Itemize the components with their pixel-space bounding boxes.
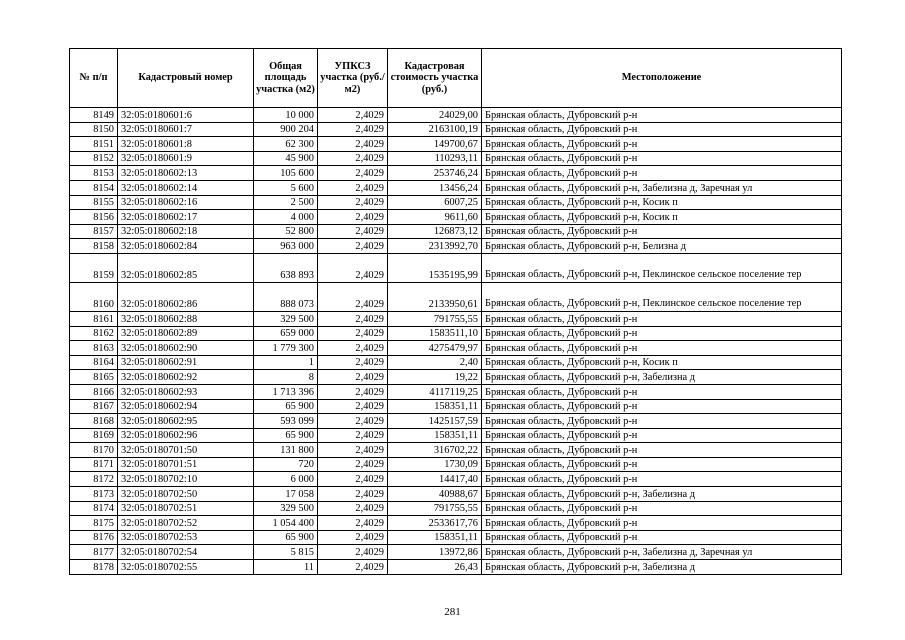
location: Брянская область, Дубровский р-н — [482, 311, 842, 326]
area-value: 5 815 — [254, 545, 318, 560]
row-number: 8171 — [70, 457, 118, 472]
cadastral-value: 1535195,99 — [388, 253, 482, 282]
location: Брянская область, Дубровский р-н — [482, 501, 842, 516]
upksz-value: 2,4029 — [318, 108, 388, 123]
header-upksz: УПКСЗ участка (руб./м2) — [318, 49, 388, 108]
cadastral-number: 32:05:0180601:8 — [118, 137, 254, 152]
cadastral-number: 32:05:0180602:94 — [118, 399, 254, 414]
row-number: 8175 — [70, 516, 118, 531]
cadastral-value: 13972,86 — [388, 545, 482, 560]
table-row — [70, 560, 842, 575]
area-value: 329 500 — [254, 311, 318, 326]
upksz-value: 2,4029 — [318, 326, 388, 341]
row-number: 8150 — [70, 122, 118, 137]
row-number: 8178 — [70, 560, 118, 575]
row-number: 8155 — [70, 195, 118, 210]
table-body — [70, 108, 842, 575]
cadastral-number: 32:05:0180601:9 — [118, 151, 254, 166]
cadastral-number: 32:05:0180602:88 — [118, 311, 254, 326]
row-number: 8160 — [70, 282, 118, 311]
location: Брянская область, Дубровский р-н, Косик п — [482, 195, 842, 210]
cadastral-number: 32:05:0180602:89 — [118, 326, 254, 341]
table-row — [70, 457, 842, 472]
location: Брянская область, Дубровский р-н — [482, 399, 842, 414]
upksz-value: 2,4029 — [318, 414, 388, 429]
cadastral-number: 32:05:0180702:50 — [118, 487, 254, 502]
upksz-value: 2,4029 — [318, 180, 388, 195]
table-row — [70, 239, 842, 254]
row-number: 8165 — [70, 370, 118, 385]
area-value: 105 600 — [254, 166, 318, 181]
location: Брянская область, Дубровский р-н — [482, 166, 842, 181]
upksz-value: 2,4029 — [318, 210, 388, 225]
area-value: 8 — [254, 370, 318, 385]
table-row — [70, 516, 842, 531]
cadastral-number: 32:05:0180601:6 — [118, 108, 254, 123]
area-value: 5 600 — [254, 180, 318, 195]
location: Брянская область, Дубровский р-н — [482, 326, 842, 341]
cadastral-number: 32:05:0180602:16 — [118, 195, 254, 210]
cadastral-value: 2163100,19 — [388, 122, 482, 137]
header-cadastral: Кадастровый номер — [118, 49, 254, 108]
header-value: Кадастровая стоимость участка (руб.) — [388, 49, 482, 108]
upksz-value: 2,4029 — [318, 428, 388, 443]
area-value: 720 — [254, 457, 318, 472]
table-row — [70, 166, 842, 181]
area-value: 659 000 — [254, 326, 318, 341]
upksz-value: 2,4029 — [318, 355, 388, 370]
cadastral-number: 32:05:0180702:51 — [118, 501, 254, 516]
cadastral-value: 9611,60 — [388, 210, 482, 225]
area-value: 638 893 — [254, 253, 318, 282]
upksz-value: 2,4029 — [318, 253, 388, 282]
area-value: 65 900 — [254, 428, 318, 443]
row-number: 8170 — [70, 443, 118, 458]
cadastral-number: 32:05:0180602:84 — [118, 239, 254, 254]
row-number: 8172 — [70, 472, 118, 487]
table-row — [70, 180, 842, 195]
cadastral-number: 32:05:0180602:90 — [118, 341, 254, 356]
cadastral-value: 26,43 — [388, 560, 482, 575]
table-row — [70, 311, 842, 326]
cadastral-number: 32:05:0180702:10 — [118, 472, 254, 487]
area-value: 1 779 300 — [254, 341, 318, 356]
cadastral-number: 32:05:0180602:18 — [118, 224, 254, 239]
row-number: 8157 — [70, 224, 118, 239]
area-value: 1 054 400 — [254, 516, 318, 531]
cadastral-number: 32:05:0180602:96 — [118, 428, 254, 443]
area-value: 900 204 — [254, 122, 318, 137]
cadastral-number: 32:05:0180702:52 — [118, 516, 254, 531]
table-row — [70, 545, 842, 560]
row-number: 8169 — [70, 428, 118, 443]
area-value: 888 073 — [254, 282, 318, 311]
cadastral-value: 791755,55 — [388, 311, 482, 326]
location: Брянская область, Дубровский р-н — [482, 516, 842, 531]
row-number: 8164 — [70, 355, 118, 370]
cadastral-value: 149700,67 — [388, 137, 482, 152]
location: Брянская область, Дубровский р-н — [482, 224, 842, 239]
row-number: 8151 — [70, 137, 118, 152]
area-value: 4 000 — [254, 210, 318, 225]
location: Брянская область, Дубровский р-н — [482, 151, 842, 166]
cadastral-value: 19,22 — [388, 370, 482, 385]
cadastral-value: 24029,00 — [388, 108, 482, 123]
row-number: 8163 — [70, 341, 118, 356]
cadastral-value: 2,40 — [388, 355, 482, 370]
upksz-value: 2,4029 — [318, 151, 388, 166]
cadastral-value: 158351,11 — [388, 530, 482, 545]
row-number: 8152 — [70, 151, 118, 166]
upksz-value: 2,4029 — [318, 195, 388, 210]
upksz-value: 2,4029 — [318, 282, 388, 311]
location: Брянская область, Дубровский р-н — [482, 457, 842, 472]
row-number: 8176 — [70, 530, 118, 545]
cadastral-number: 32:05:0180602:13 — [118, 166, 254, 181]
location: Брянская область, Дубровский р-н — [482, 530, 842, 545]
cadastral-table — [69, 48, 842, 575]
row-number: 8162 — [70, 326, 118, 341]
header-num: № п/п — [70, 49, 118, 108]
cadastral-value: 791755,55 — [388, 501, 482, 516]
row-number: 8153 — [70, 166, 118, 181]
table-row — [70, 501, 842, 516]
table-row — [70, 370, 842, 385]
cadastral-value: 14417,40 — [388, 472, 482, 487]
row-number: 8158 — [70, 239, 118, 254]
area-value: 329 500 — [254, 501, 318, 516]
location: Брянская область, Дубровский р-н — [482, 443, 842, 458]
cadastral-number: 32:05:0180702:55 — [118, 560, 254, 575]
table-row — [70, 399, 842, 414]
cadastral-number: 32:05:0180602:14 — [118, 180, 254, 195]
cadastral-number: 32:05:0180602:95 — [118, 414, 254, 429]
cadastral-number: 32:05:0180702:54 — [118, 545, 254, 560]
cadastral-number: 32:05:0180602:17 — [118, 210, 254, 225]
table-row — [70, 341, 842, 356]
table-row — [70, 355, 842, 370]
upksz-value: 2,4029 — [318, 501, 388, 516]
cadastral-number: 32:05:0180602:91 — [118, 355, 254, 370]
table-row — [70, 530, 842, 545]
upksz-value: 2,4029 — [318, 472, 388, 487]
table-row — [70, 253, 842, 282]
cadastral-value: 1425157,59 — [388, 414, 482, 429]
area-value: 65 900 — [254, 399, 318, 414]
upksz-value: 2,4029 — [318, 166, 388, 181]
area-value: 1 713 396 — [254, 384, 318, 399]
cadastral-value: 126873,12 — [388, 224, 482, 239]
location: Брянская область, Дубровский р-н, Забелизна д — [482, 560, 842, 575]
table-row — [70, 195, 842, 210]
location: Брянская область, Дубровский р-н, Косик п — [482, 210, 842, 225]
cadastral-number: 32:05:0180602:92 — [118, 370, 254, 385]
location: Брянская область, Дубровский р-н, Косик п — [482, 355, 842, 370]
location: Брянская область, Дубровский р-н, Белизна д — [482, 239, 842, 254]
cadastral-value: 1730,09 — [388, 457, 482, 472]
cadastral-value: 253746,24 — [388, 166, 482, 181]
cadastral-value: 4117119,25 — [388, 384, 482, 399]
area-value: 65 900 — [254, 530, 318, 545]
cadastral-number: 32:05:0180701:50 — [118, 443, 254, 458]
table-row — [70, 282, 842, 311]
upksz-value: 2,4029 — [318, 516, 388, 531]
upksz-value: 2,4029 — [318, 239, 388, 254]
table-row — [70, 151, 842, 166]
cadastral-number: 32:05:0180602:85 — [118, 253, 254, 282]
row-number: 8166 — [70, 384, 118, 399]
table-row — [70, 384, 842, 399]
upksz-value: 2,4029 — [318, 122, 388, 137]
upksz-value: 2,4029 — [318, 530, 388, 545]
cadastral-value: 110293,11 — [388, 151, 482, 166]
table-row — [70, 428, 842, 443]
location: Брянская область, Дубровский р-н — [482, 122, 842, 137]
upksz-value: 2,4029 — [318, 457, 388, 472]
row-number: 8168 — [70, 414, 118, 429]
header-area: Общая площадь участка (м2) — [254, 49, 318, 108]
location: Брянская область, Дубровский р-н, Пеклинское сельское поселение тер — [482, 253, 842, 282]
cadastral-value: 158351,11 — [388, 428, 482, 443]
table-row — [70, 122, 842, 137]
area-value: 593 099 — [254, 414, 318, 429]
row-number: 8161 — [70, 311, 118, 326]
cadastral-value: 40988,67 — [388, 487, 482, 502]
location: Брянская область, Дубровский р-н, Пеклинское сельское поселение тер — [482, 282, 842, 311]
table-row — [70, 443, 842, 458]
cadastral-value: 6007,25 — [388, 195, 482, 210]
upksz-value: 2,4029 — [318, 487, 388, 502]
area-value: 52 800 — [254, 224, 318, 239]
area-value: 963 000 — [254, 239, 318, 254]
table-row — [70, 224, 842, 239]
table-row — [70, 414, 842, 429]
cadastral-value: 2133950,61 — [388, 282, 482, 311]
cadastral-number: 32:05:0180701:51 — [118, 457, 254, 472]
row-number: 8159 — [70, 253, 118, 282]
area-value: 1 — [254, 355, 318, 370]
location: Брянская область, Дубровский р-н, Забелизна д — [482, 370, 842, 385]
location: Брянская область, Дубровский р-н, Забелизна д, Заречная ул — [482, 545, 842, 560]
area-value: 131 800 — [254, 443, 318, 458]
row-number: 8167 — [70, 399, 118, 414]
upksz-value: 2,4029 — [318, 399, 388, 414]
table-row — [70, 326, 842, 341]
cadastral-number: 32:05:0180702:53 — [118, 530, 254, 545]
location: Брянская область, Дубровский р-н, Забелизна д — [482, 487, 842, 502]
location: Брянская область, Дубровский р-н — [482, 384, 842, 399]
row-number: 8154 — [70, 180, 118, 195]
cadastral-value: 2313992,70 — [388, 239, 482, 254]
upksz-value: 2,4029 — [318, 224, 388, 239]
table-row — [70, 137, 842, 152]
cadastral-number: 32:05:0180601:7 — [118, 122, 254, 137]
cadastral-value: 316702,22 — [388, 443, 482, 458]
location: Брянская область, Дубровский р-н — [482, 108, 842, 123]
location: Брянская область, Дубровский р-н — [482, 341, 842, 356]
page-number: 281 — [444, 606, 461, 618]
table-row — [70, 472, 842, 487]
cadastral-number: 32:05:0180602:93 — [118, 384, 254, 399]
area-value: 45 900 — [254, 151, 318, 166]
upksz-value: 2,4029 — [318, 545, 388, 560]
location: Брянская область, Дубровский р-н, Забелизна д, Заречная ул — [482, 180, 842, 195]
location: Брянская область, Дубровский р-н — [482, 472, 842, 487]
area-value: 6 000 — [254, 472, 318, 487]
location: Брянская область, Дубровский р-н — [482, 428, 842, 443]
table-row — [70, 487, 842, 502]
table-row — [70, 210, 842, 225]
header-location: Местоположение — [482, 49, 842, 108]
cadastral-number: 32:05:0180602:86 — [118, 282, 254, 311]
location: Брянская область, Дубровский р-н — [482, 414, 842, 429]
cadastral-value: 13456,24 — [388, 180, 482, 195]
row-number: 8174 — [70, 501, 118, 516]
upksz-value: 2,4029 — [318, 560, 388, 575]
area-value: 10 000 — [254, 108, 318, 123]
cadastral-value: 158351,11 — [388, 399, 482, 414]
upksz-value: 2,4029 — [318, 384, 388, 399]
upksz-value: 2,4029 — [318, 341, 388, 356]
upksz-value: 2,4029 — [318, 137, 388, 152]
table-header-row — [70, 49, 842, 108]
row-number: 8149 — [70, 108, 118, 123]
table-row — [70, 108, 842, 123]
area-value: 62 300 — [254, 137, 318, 152]
cadastral-value: 4275479,97 — [388, 341, 482, 356]
location: Брянская область, Дубровский р-н — [482, 137, 842, 152]
upksz-value: 2,4029 — [318, 370, 388, 385]
area-value: 2 500 — [254, 195, 318, 210]
row-number: 8156 — [70, 210, 118, 225]
area-value: 11 — [254, 560, 318, 575]
row-number: 8177 — [70, 545, 118, 560]
cadastral-value: 2533617,76 — [388, 516, 482, 531]
upksz-value: 2,4029 — [318, 443, 388, 458]
cadastral-value: 1583511,10 — [388, 326, 482, 341]
upksz-value: 2,4029 — [318, 311, 388, 326]
row-number: 8173 — [70, 487, 118, 502]
area-value: 17 058 — [254, 487, 318, 502]
